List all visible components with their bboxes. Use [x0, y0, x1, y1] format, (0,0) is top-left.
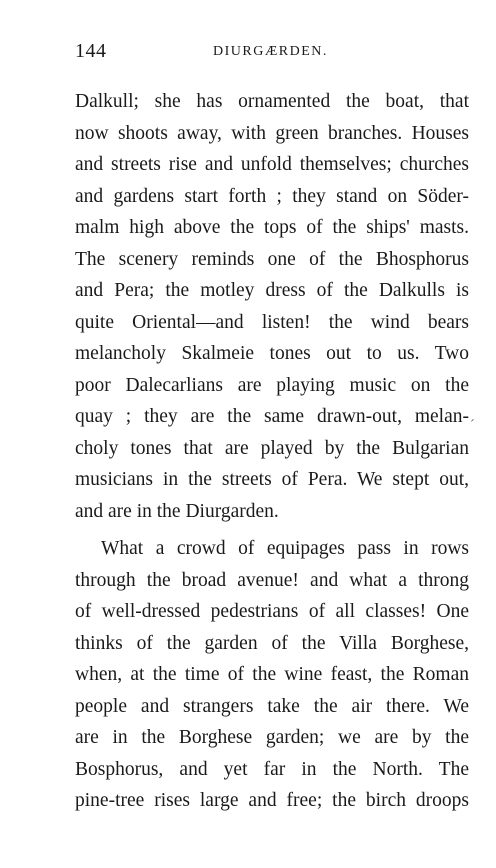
text-line: Bosphorus, and yet far in the North. The	[75, 758, 469, 780]
text-line: poor Dalecarlians are playing music on the	[75, 374, 469, 396]
text-line: Dalkull; she has ornamented the boat, that	[75, 91, 469, 112]
text-line: melancholy Skalmeie tones out to us. Two	[75, 343, 469, 364]
text-line: What a crowd of equipages pass in rows	[101, 538, 469, 559]
text-line: quite Oriental—and listen! the wind bears	[75, 311, 469, 333]
text-line: pine-tree rises large and free; the birch droops	[75, 790, 469, 811]
text-line: of well-dressed pedestrians of all classes! One	[75, 601, 469, 622]
text-line: and streets rise and unfold themselves; churches	[75, 154, 469, 175]
body-text	[75, 86, 469, 817]
text-line: malm high above the tops of the ships' masts.	[75, 217, 469, 238]
running-head: DIURGÆRDEN.	[213, 44, 328, 59]
text-line: through the broad avenue! and what a throng	[75, 569, 469, 591]
text-line: The scenery reminds one of the Bhosphorus	[75, 248, 469, 270]
text-line: thinks of the garden of the Villa Borghese,	[75, 632, 469, 654]
text-line: are in the Borghese garden; we are by the	[75, 727, 469, 748]
paragraph	[75, 533, 469, 817]
page-number: 144	[75, 40, 107, 62]
text-line: and are in the Diurgarden.	[75, 500, 279, 522]
text-line: when, at the time of the wine feast, the Roman	[75, 664, 469, 685]
text-line: people and strangers take the air there. We	[75, 695, 469, 717]
page-header	[75, 40, 467, 66]
text-line: and Pera; the motley dress of the Dalkulls is	[75, 280, 469, 301]
paragraph	[75, 86, 469, 527]
text-line: and gardens start forth ; they stand on Söder-	[75, 185, 469, 207]
text-line: musicians in the streets of Pera. We stept out,	[75, 469, 469, 490]
text-line: choly tones that are played by the Bulgarian	[75, 437, 469, 459]
text-line: quay ; they are the same drawn-out, melan-	[75, 406, 469, 427]
ink-mark: ´	[470, 418, 475, 433]
text-line: now shoots away, with green branches. Houses	[75, 122, 469, 144]
